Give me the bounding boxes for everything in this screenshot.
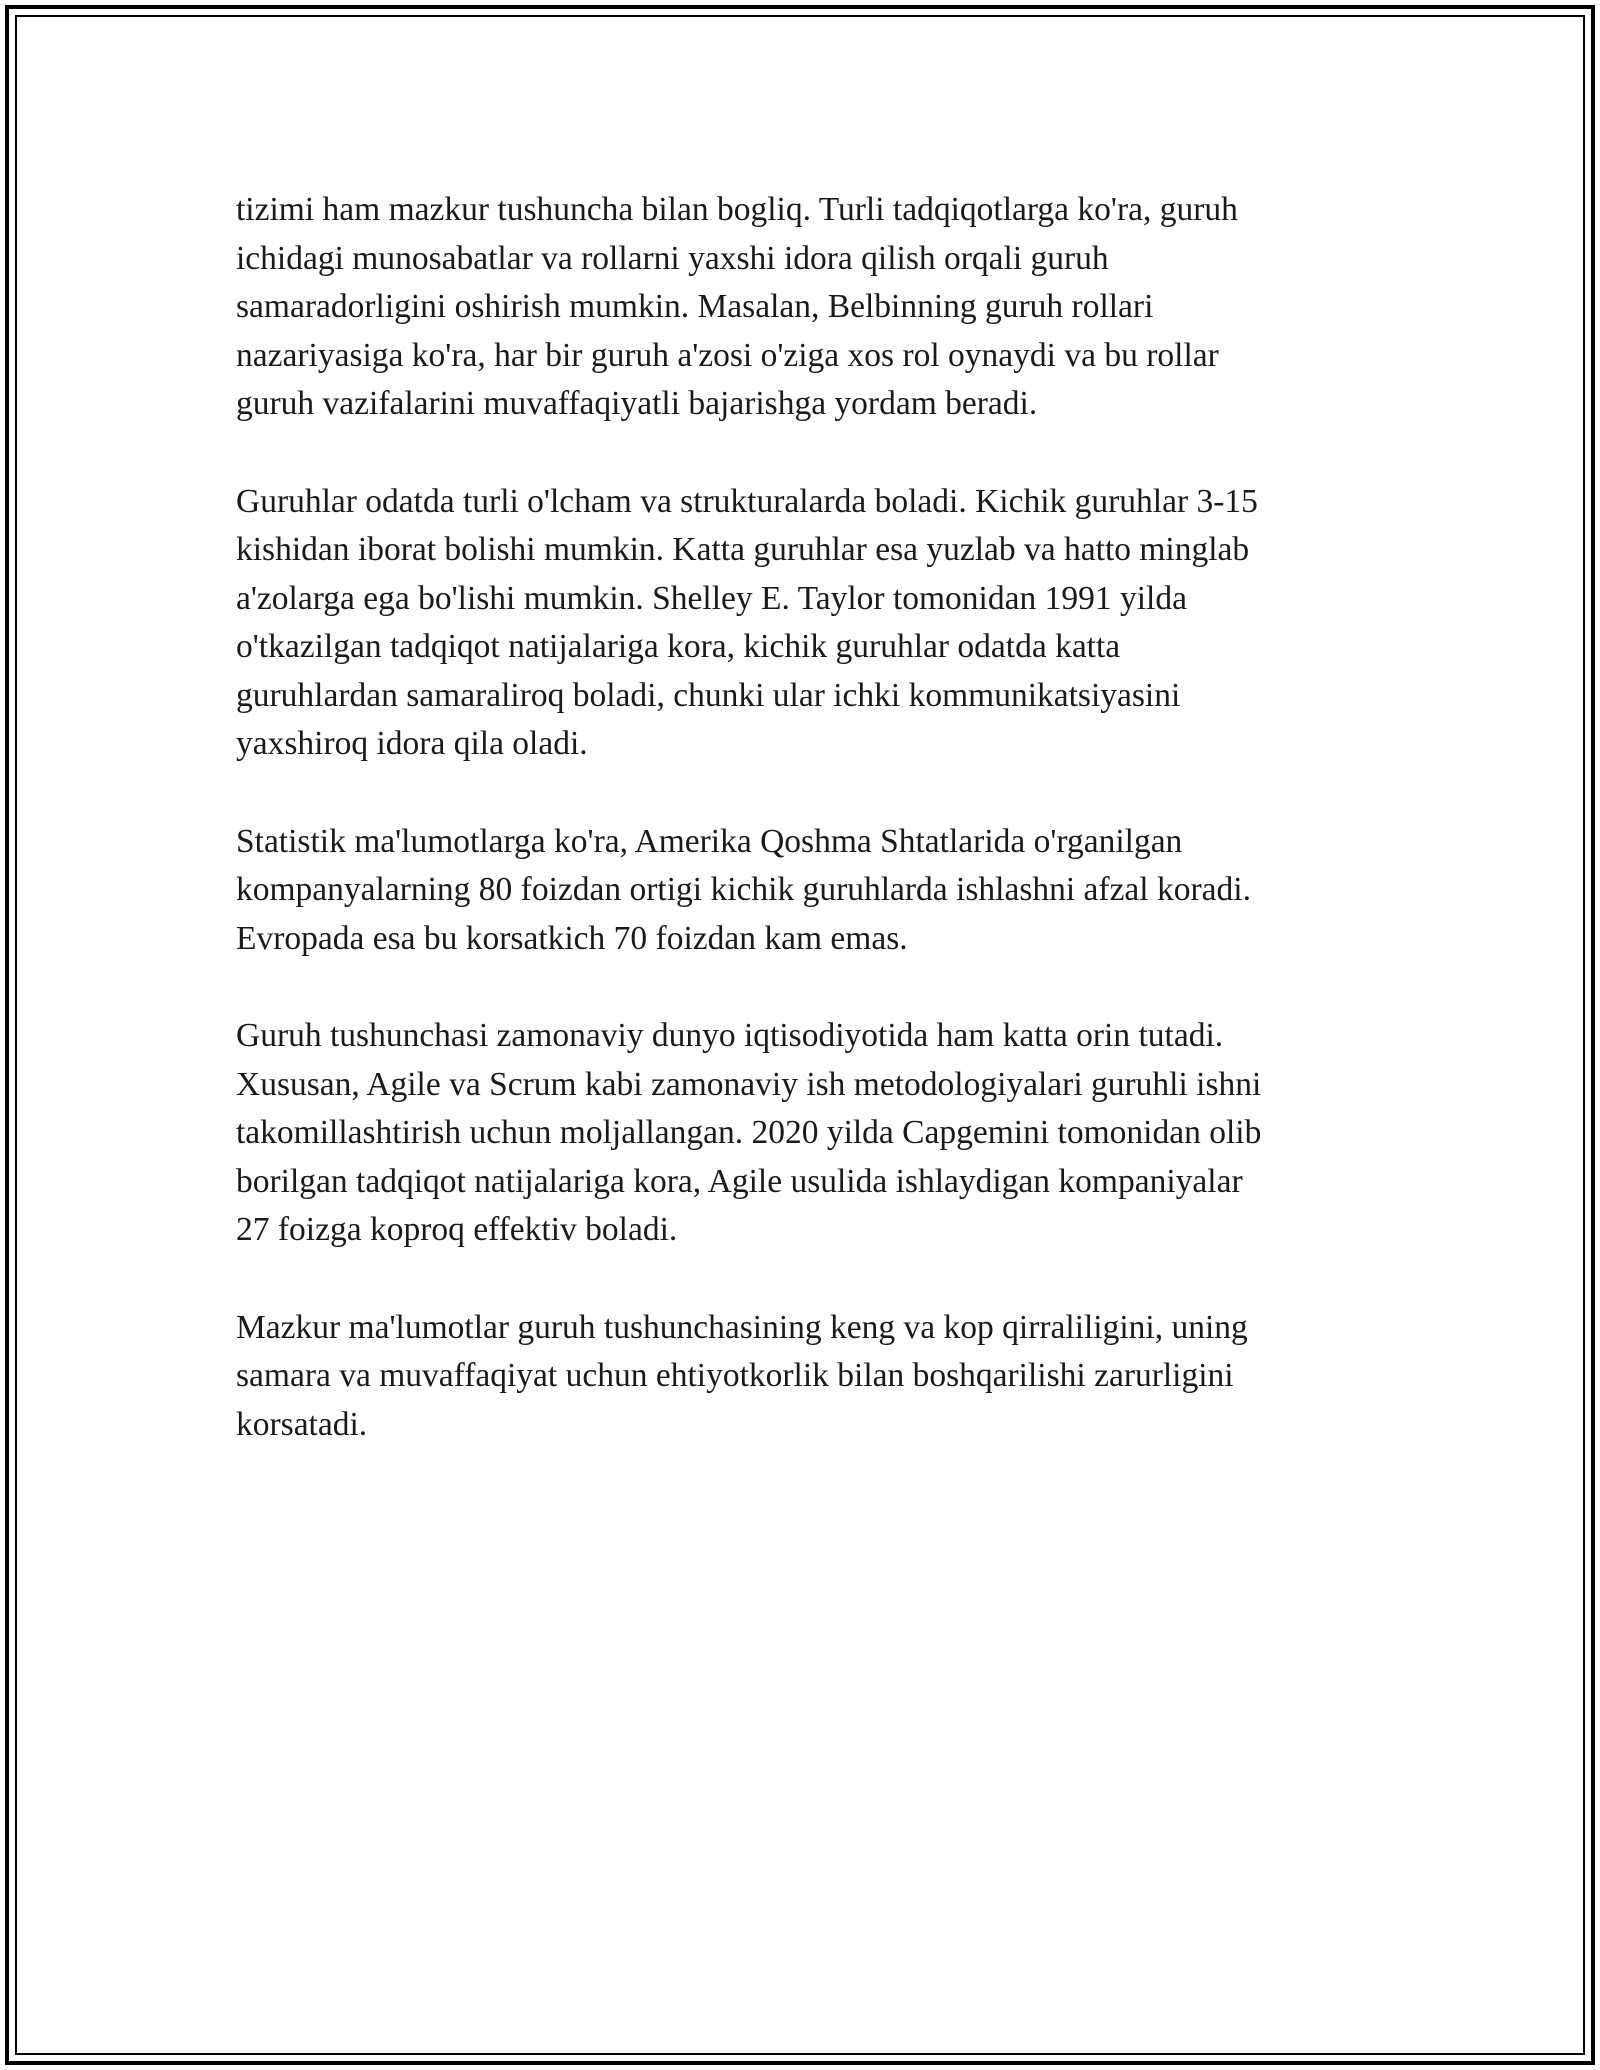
text-line: guruhlardan samaraliroq boladi, chunki ular ichki kommunikatsiyasini — [236, 676, 1181, 714]
text-line: a'zolarga ega bo'lishi mumkin. Shelley E. Taylor tomonidan 1991 yilda — [236, 579, 1187, 617]
text-line: borilgan tadqiqot natijalariga kora, Agile usulida ishlaydigan kompaniyalar — [236, 1162, 1243, 1200]
text-line: guruh vazifalarini muvaffaqiyatli bajarishga yordam beradi. — [236, 385, 1038, 422]
paragraph-1 — [236, 186, 1366, 429]
text-line: o'tkazilgan tadqiqot natijalariga kora, kichik guruhlar odatda katta — [236, 628, 1121, 665]
text-line: samaradorligini oshirish mumkin. Masalan, Belbinning guruh rollari — [236, 288, 1154, 325]
text-line: 27 foizga koproq effektiv boladi. — [236, 1211, 678, 1248]
text-line: Mazkur ma'lumotlar guruh tushunchasining keng va kop qirraliligini, uning — [236, 1308, 1248, 1346]
text-line: Guruh tushunchasi zamonaviy dunyo iqtisodiyotida ham katta orin tutadi. — [236, 1017, 1224, 1054]
paragraph-5 — [236, 1304, 1366, 1450]
text-line: tizimi ham mazkur tushuncha bilan bogliq. Turli tadqiqotlarga ko'ra, guruh — [236, 191, 1238, 228]
text-line: takomillashtirish uchun moljallangan. 2020 yilda Capgemini tomonidan olib — [236, 1114, 1262, 1151]
text-line: Xususan, Agile va Scrum kabi zamonaviy ish metodologiyalari guruhli ishni — [236, 1065, 1262, 1103]
paragraph-4 — [236, 1012, 1366, 1255]
text-line: Guruhlar odatda turli o'lcham va strukturalarda boladi. Kichik guruhlar 3-15 — [236, 482, 1258, 520]
text-line: kishidan iborat bolishi mumkin. Katta guruhlar esa yuzlab va hatto minglab — [236, 531, 1250, 568]
text-line: Evropada esa bu korsatkich 70 foizdan kam emas. — [236, 919, 908, 957]
text-line: Statistik ma'lumotlarga ko'ra, Amerika Qoshma Shtatlarida o'rganilgan — [236, 822, 1183, 860]
text-line: nazariyasiga ko'ra, har bir guruh a'zosi o'ziga xos rol oynaydi va bu rollar — [236, 336, 1219, 374]
paragraph-2 — [236, 478, 1366, 769]
document-body — [236, 186, 1366, 1498]
text-line: kompanyalarning 80 foizdan ortigi kichik guruhlarda ishlashni afzal koradi. — [236, 871, 1251, 908]
text-line: samara va muvaffaqiyat uchun ehtiyotkorlik bilan boshqarilishi zarurligini — [236, 1357, 1234, 1394]
text-line: yaxshiroq idora qila oladi. — [236, 725, 588, 762]
paragraph-3 — [236, 818, 1366, 964]
text-line: ichidagi munosabatlar va rollarni yaxshi idora qilish orqali guruh — [236, 239, 1109, 277]
text-line: korsatadi. — [236, 1405, 368, 1443]
